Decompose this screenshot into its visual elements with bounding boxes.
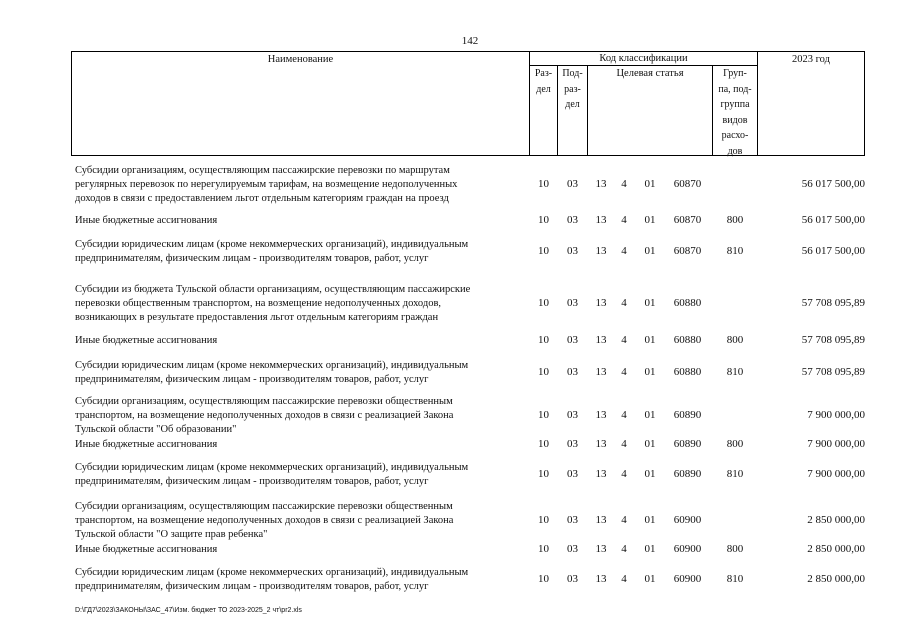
cell-t4: 60890 bbox=[673, 438, 702, 450]
header-year: 2023 год bbox=[792, 54, 830, 65]
row-name: Субсидии организациям, осуществляющим пассажирские перевозки общественным транспортом, на возмещение недополученных доходов в связи с реализацией Закона Тульской области "О защите прав ребенка" bbox=[75, 501, 454, 540]
cell-t1: 13 bbox=[595, 214, 607, 226]
cell-pr: 03 bbox=[567, 366, 578, 378]
cell-vr: 810 bbox=[726, 573, 744, 585]
header-section: Раз- дел bbox=[534, 68, 553, 95]
table-row bbox=[0, 238, 905, 266]
cell-t3: 01 bbox=[644, 214, 656, 226]
cell-pr: 03 bbox=[567, 214, 578, 226]
row-name: Субсидии организациям, осуществляющим пассажирские перевозки общественным транспортом, на возмещение недополученных доходов в связи с реализацией Закона Тульской области "Об образовании" bbox=[75, 396, 454, 435]
cell-vr: 800 bbox=[726, 214, 744, 226]
cell-t3: 01 bbox=[644, 178, 656, 190]
cell-t2: 4 bbox=[621, 178, 627, 190]
cell-vr: 810 bbox=[726, 245, 744, 257]
table-row bbox=[0, 359, 905, 387]
page-number: 142 bbox=[461, 35, 479, 47]
table-row bbox=[0, 334, 905, 348]
cell-t2: 4 bbox=[621, 334, 627, 346]
table-row bbox=[0, 214, 905, 228]
cell-t3: 01 bbox=[644, 438, 656, 450]
cell-t2: 4 bbox=[621, 297, 627, 309]
cell-amount: 7 900 000,00 bbox=[807, 409, 865, 421]
table-row bbox=[0, 164, 905, 206]
row-name: Субсидии организациям, осуществляющим пассажирские перевозки по маршрутам регулярных перевозок по нерегулируемым тарифам, на возмещение недополученных доходов в связи с предоставлением льгот отдельным категориям граждан на проезд bbox=[75, 165, 458, 204]
cell-pr: 03 bbox=[567, 297, 578, 309]
cell-t4: 60900 bbox=[673, 514, 702, 526]
cell-amount: 57 708 095,89 bbox=[801, 366, 865, 378]
cell-pr: 03 bbox=[567, 334, 578, 346]
row-name: Иные бюджетные ассигнования bbox=[75, 439, 218, 450]
cell-t1: 13 bbox=[595, 178, 607, 190]
cell-t2: 4 bbox=[621, 468, 627, 480]
cell-r: 10 bbox=[538, 468, 549, 480]
cell-t1: 13 bbox=[595, 334, 607, 346]
cell-t4: 60880 bbox=[673, 334, 702, 346]
header-target: Целевая статья bbox=[616, 68, 684, 79]
cell-t2: 4 bbox=[621, 366, 627, 378]
cell-t1: 13 bbox=[595, 468, 607, 480]
cell-t3: 01 bbox=[644, 468, 656, 480]
cell-t4: 60890 bbox=[673, 409, 702, 421]
cell-r: 10 bbox=[538, 514, 549, 526]
cell-t4: 60890 bbox=[673, 468, 702, 480]
cell-amount: 2 850 000,00 bbox=[807, 543, 865, 555]
row-name: Иные бюджетные ассигнования bbox=[75, 215, 218, 226]
cell-amount: 56 017 500,00 bbox=[801, 214, 865, 226]
cell-pr: 03 bbox=[567, 409, 578, 421]
cell-t3: 01 bbox=[644, 366, 656, 378]
cell-t1: 13 bbox=[595, 438, 607, 450]
cell-r: 10 bbox=[538, 573, 549, 585]
cell-t4: 60870 bbox=[673, 178, 702, 190]
row-name: Иные бюджетные ассигнования bbox=[75, 544, 218, 555]
cell-amount: 56 017 500,00 bbox=[801, 178, 865, 190]
cell-r: 10 bbox=[538, 297, 549, 309]
cell-amount: 2 850 000,00 bbox=[807, 514, 865, 526]
cell-vr: 810 bbox=[726, 366, 744, 378]
row-name: Субсидии юридическим лицам (кроме некоммерческих организаций), индивидуальным предпринимателям, физическим лицам - производителям товаров, работ, услуг bbox=[75, 239, 469, 264]
cell-pr: 03 bbox=[567, 543, 578, 555]
cell-t3: 01 bbox=[644, 543, 656, 555]
cell-t3: 01 bbox=[644, 297, 656, 309]
cell-pr: 03 bbox=[567, 245, 578, 257]
cell-amount: 56 017 500,00 bbox=[801, 245, 865, 257]
row-name: Субсидии юридическим лицам (кроме некоммерческих организаций), индивидуальным предпринимателям, физическим лицам - производителям товаров, работ, услуг bbox=[75, 360, 469, 385]
cell-t4: 60880 bbox=[673, 366, 702, 378]
cell-t3: 01 bbox=[644, 409, 656, 421]
cell-r: 10 bbox=[538, 214, 549, 226]
cell-t3: 01 bbox=[644, 573, 656, 585]
cell-t4: 60870 bbox=[673, 214, 702, 226]
cell-t2: 4 bbox=[621, 245, 627, 257]
cell-amount: 57 708 095,89 bbox=[801, 334, 865, 346]
cell-t1: 13 bbox=[595, 297, 607, 309]
cell-r: 10 bbox=[538, 543, 549, 555]
table-row bbox=[0, 461, 905, 489]
table-row bbox=[0, 395, 905, 437]
cell-t2: 4 bbox=[621, 514, 627, 526]
cell-t4: 60880 bbox=[673, 297, 702, 309]
cell-t1: 13 bbox=[595, 573, 607, 585]
cell-t2: 4 bbox=[621, 214, 627, 226]
cell-pr: 03 bbox=[567, 514, 578, 526]
cell-amount: 7 900 000,00 bbox=[807, 468, 865, 480]
header-subsection: Под- раз- дел bbox=[562, 68, 583, 110]
cell-t1: 13 bbox=[595, 543, 607, 555]
cell-t2: 4 bbox=[621, 543, 627, 555]
file-path-footer: D:\ГД7\2023\ЗАКОНЫ\ЗАС_47\Изм. бюджет ТО 2023-2025_2 чт\pr2.xls bbox=[75, 607, 302, 614]
cell-r: 10 bbox=[538, 245, 549, 257]
cell-t3: 01 bbox=[644, 334, 656, 346]
cell-amount: 57 708 095,89 bbox=[801, 297, 865, 309]
cell-r: 10 bbox=[538, 178, 549, 190]
cell-pr: 03 bbox=[567, 573, 578, 585]
row-name: Субсидии юридическим лицам (кроме некоммерческих организаций), индивидуальным предпринимателям, физическим лицам - производителям товаров, работ, услуг bbox=[75, 462, 469, 487]
cell-t2: 4 bbox=[621, 438, 627, 450]
header-group: Груп- па, под- группа видов расхо- дов bbox=[718, 68, 752, 157]
row-name: Субсидии из бюджета Тульской области организациям, осуществляющим пассажирские перевозки общественным транспортом, на возмещение недополученных доходов, возникающих в результате предоставления льгот отдельным категориям граждан bbox=[75, 284, 471, 323]
cell-t1: 13 bbox=[595, 514, 607, 526]
cell-r: 10 bbox=[538, 366, 549, 378]
cell-t4: 60870 bbox=[673, 245, 702, 257]
cell-pr: 03 bbox=[567, 468, 578, 480]
cell-vr: 810 bbox=[726, 468, 744, 480]
cell-t1: 13 bbox=[595, 245, 607, 257]
cell-pr: 03 bbox=[567, 178, 578, 190]
header-name: Наименование bbox=[267, 54, 334, 65]
table-row bbox=[0, 543, 905, 557]
cell-r: 10 bbox=[538, 409, 549, 421]
cell-t1: 13 bbox=[595, 409, 607, 421]
cell-pr: 03 bbox=[567, 438, 578, 450]
cell-vr: 800 bbox=[726, 438, 744, 450]
table-row bbox=[0, 283, 905, 325]
cell-t4: 60900 bbox=[673, 543, 702, 555]
cell-t2: 4 bbox=[621, 573, 627, 585]
cell-t1: 13 bbox=[595, 366, 607, 378]
cell-t4: 60900 bbox=[673, 573, 702, 585]
cell-amount: 2 850 000,00 bbox=[807, 573, 865, 585]
row-name: Иные бюджетные ассигнования bbox=[75, 335, 218, 346]
cell-vr: 800 bbox=[726, 334, 744, 346]
cell-amount: 7 900 000,00 bbox=[807, 438, 865, 450]
cell-r: 10 bbox=[538, 334, 549, 346]
row-name: Субсидии юридическим лицам (кроме некоммерческих организаций), индивидуальным предпринимателям, физическим лицам - производителям товаров, работ, услуг bbox=[75, 567, 469, 592]
table-row bbox=[0, 500, 905, 542]
cell-t3: 01 bbox=[644, 245, 656, 257]
header-code-group: Код классификации bbox=[599, 53, 688, 64]
cell-r: 10 bbox=[538, 438, 549, 450]
table-row bbox=[0, 566, 905, 594]
cell-t3: 01 bbox=[644, 514, 656, 526]
cell-vr: 800 bbox=[726, 543, 744, 555]
cell-t2: 4 bbox=[621, 409, 627, 421]
table-row bbox=[0, 438, 905, 452]
